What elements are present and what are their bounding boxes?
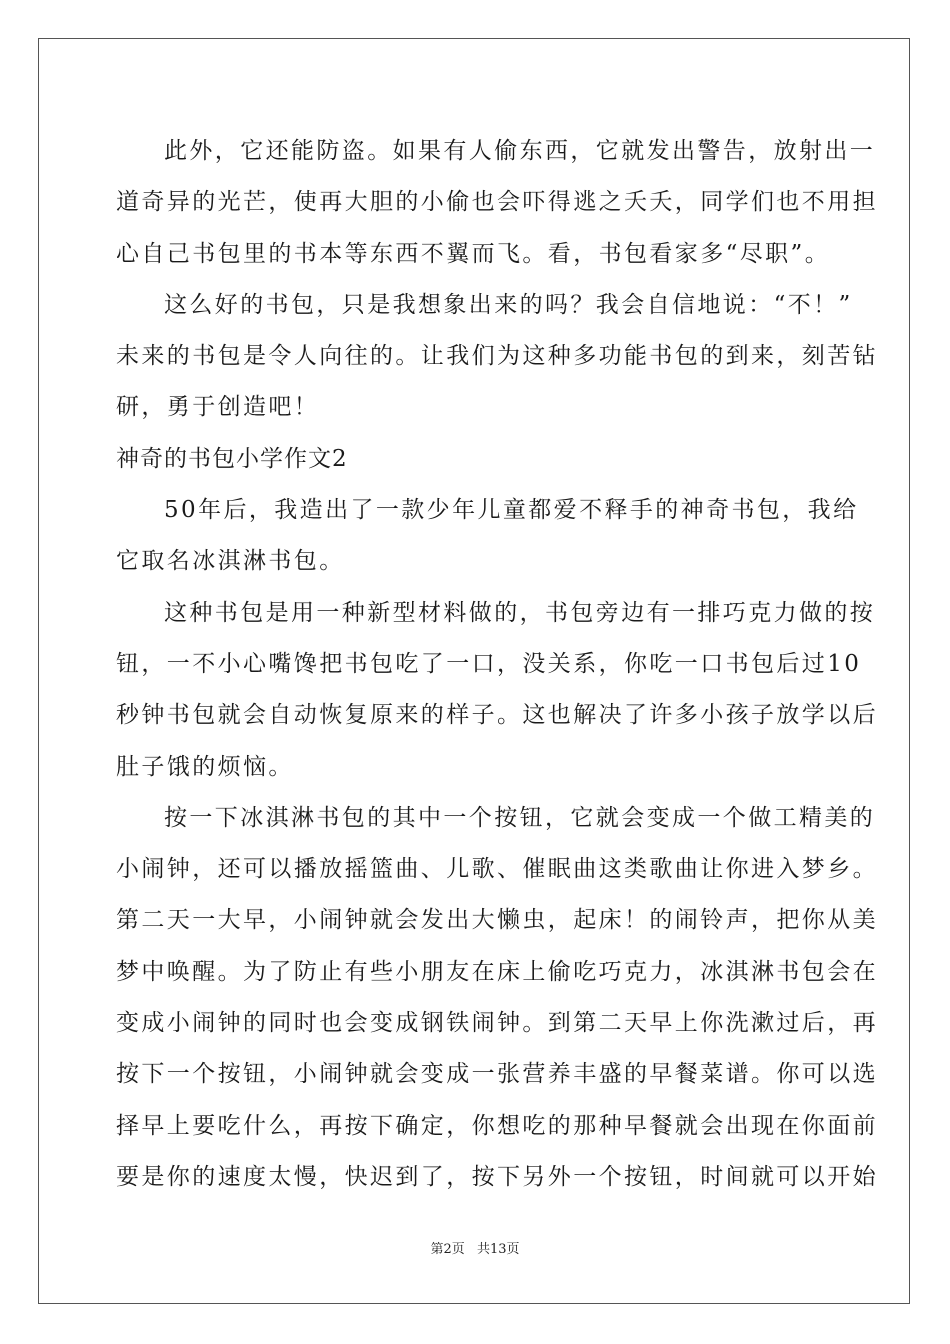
document-body <box>116 126 878 1203</box>
text-line: 未来的书包是令人向往的。让我们为这种多功能书包的到来，刻苦钻 <box>116 343 878 370</box>
page-total: 共13页 <box>476 1242 520 1257</box>
text-line: 此外，它还能防盗。如果有人偷东西，它就发出警告，放射出一 <box>164 138 876 164</box>
text-line: 第二天一大早，小闹钟就会发出大懒虫，起床！的闹铃声，把你从美 <box>116 907 878 934</box>
text-line: 肚子饿的烦恼。 <box>116 753 294 780</box>
page-number: 第2页 <box>430 1242 465 1257</box>
page-footer <box>0 1238 950 1257</box>
text-line: 梦中唤醒。为了防止有些小朋友在床上偷吃巧克力，冰淇淋书包会在 <box>116 958 878 985</box>
text-line: 研，勇于创造吧！ <box>116 394 320 421</box>
text-line: 变成小闹钟的同时也会变成钢铁闹钟。到第二天早上你洗漱过后，再 <box>116 1010 878 1037</box>
text-line: 秒钟书包就会自动恢复原来的样子。这也解决了许多小孩子放学以后 <box>116 702 878 729</box>
section-heading: 神奇的书包小学作文2 <box>116 445 348 472</box>
text-line: 择早上要吃什么，再按下确定，你想吃的那种早餐就会出现在你面前 <box>116 1112 878 1139</box>
text-line: 它取名冰淇淋书包。 <box>116 548 345 575</box>
text-line: 这么好的书包，只是我想象出来的吗？我会自信地说：“不！” <box>164 291 853 318</box>
text-line: 50年后，我造出了一款少年儿童都爱不释手的神奇书包，我给 <box>164 497 859 524</box>
text-line: 按一下冰淇淋书包的其中一个按钮，它就会变成一个做工精美的 <box>164 804 876 831</box>
text-line: 这种书包是用一种新型材料做的，书包旁边有一排巧克力做的按 <box>164 599 876 626</box>
text-line: 钮，一不小心嘴馋把书包吃了一口，没关系，你吃一口书包后过10 <box>116 650 862 677</box>
text-line: 按下一个按钮，小闹钟就会变成一张营养丰盛的早餐菜谱。你可以选 <box>116 1061 878 1088</box>
text-line: 小闹钟，还可以播放摇篮曲、儿歌、催眠曲这类歌曲让你进入梦乡。 <box>116 856 878 883</box>
text-line: 心自己书包里的书本等东西不翼而飞。看，书包看家多“尽职”。 <box>116 240 831 267</box>
text-line: 道奇异的光芒，使再大胆的小偷也会吓得逃之夭夭，同学们也不用担 <box>116 189 878 216</box>
text-line: 要是你的速度太慢，快迟到了，按下另外一个按钮，时间就可以开始 <box>116 1163 878 1190</box>
